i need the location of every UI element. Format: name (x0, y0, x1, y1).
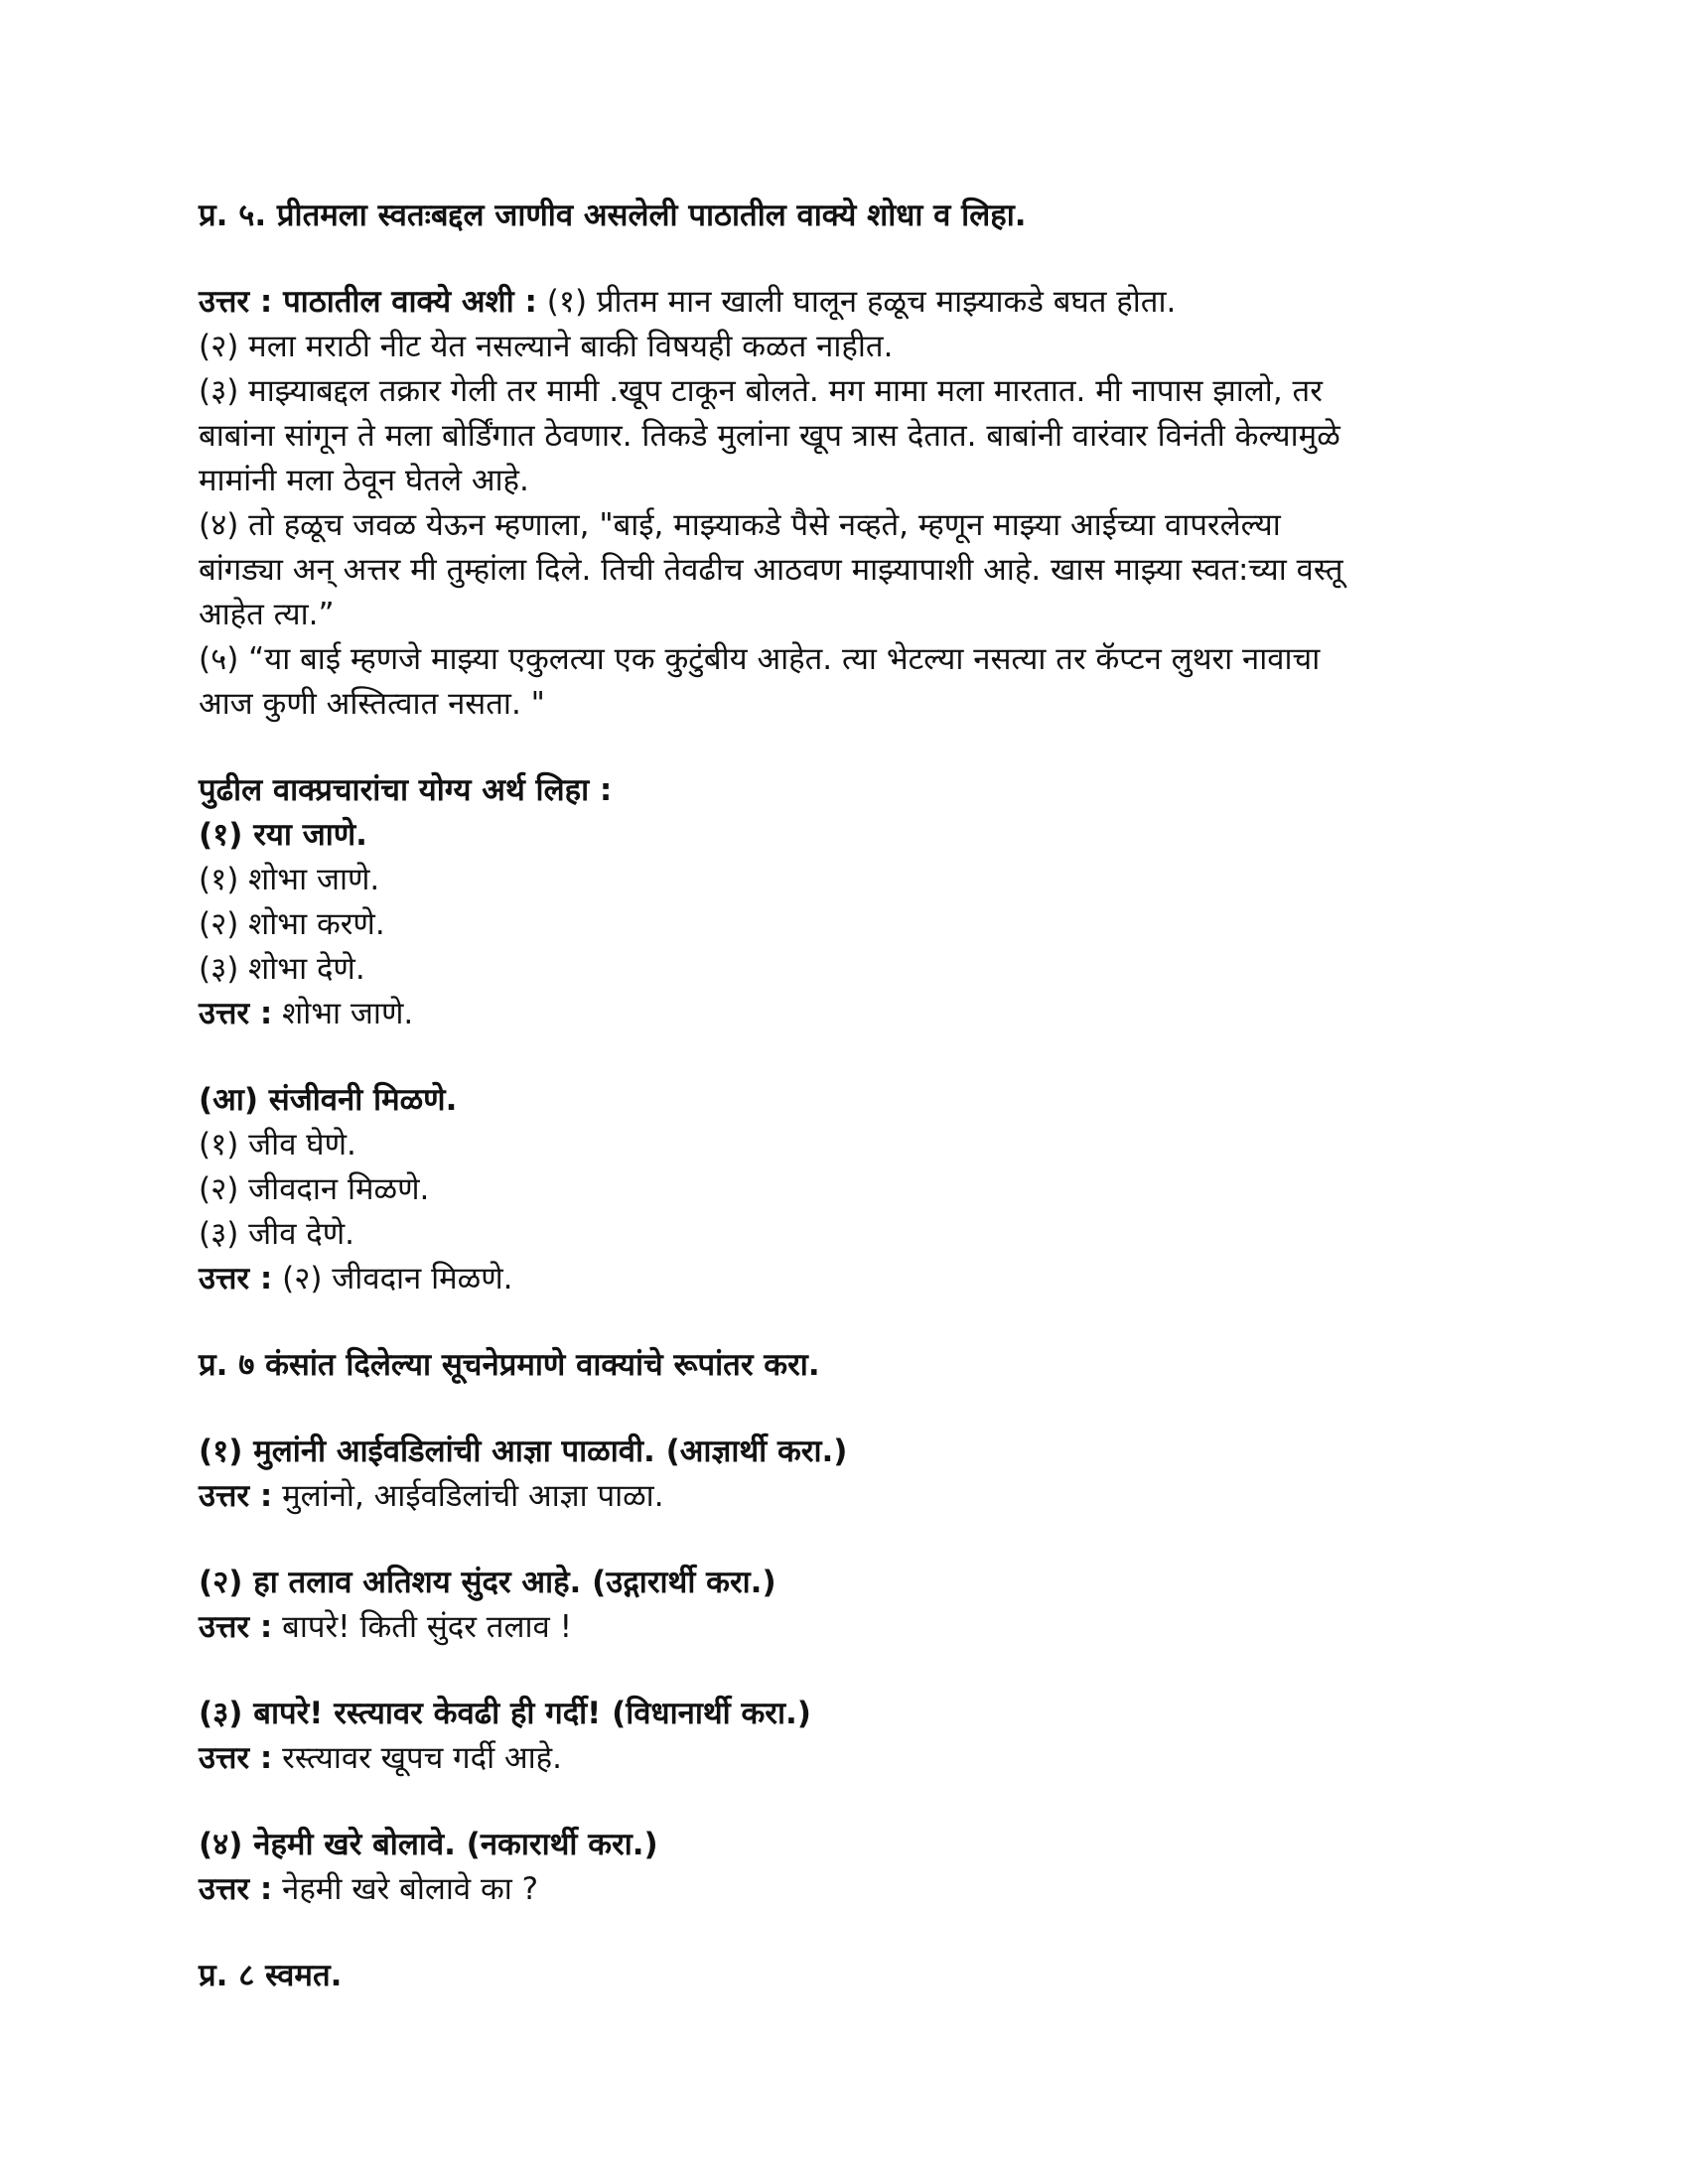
q7-item-4-answer (199, 1867, 1509, 1912)
q5-sentence-3c: मामांनी मला ठेवून घेतले आहे. (199, 463, 529, 498)
question-8-title: प्र. ८ स्वमत. (199, 1958, 343, 1993)
q6b-answer (199, 1257, 1509, 1301)
q6a-option-2: (२) शोभा करणे. (199, 906, 385, 942)
q5-sentence-5a: (५) “या बाई म्हणजे माझ्या एकुलत्या एक कुटुंबीय आहेत. त्या भेटल्या नसत्या तर कॅप्टन लुथरा नावाचा (199, 641, 1321, 677)
q7-item-1-answer (199, 1474, 1509, 1519)
q7-item-2-question: (२) हा तलाव अतिशय सुंदर आहे. (उद्गारार्थी करा.) (199, 1565, 776, 1600)
q5-sentence-3a: (३) माझ्याबद्दल तक्रार गेली तर मामी .खूप टाकून बोलते. मग मामा मला मारतात. मी नापास झालो, तर (199, 373, 1323, 409)
q6b-option-2: (२) जीवदान मिळणे. (199, 1171, 430, 1207)
q6a-answer-text: शोभा जाणे. (282, 996, 414, 1031)
q6a-answer (199, 992, 1509, 1036)
q5-sentence-4b: बांगड्या अन् अत्तर मी तुम्हांला दिले. तिची तेवढीच आठवण माझ्यापाशी आहे. खास माझ्या स्वत:च्या वस्तू (199, 552, 1343, 588)
q5-sentence-1: (१) प्रीतम मान खाली घालून हळूच माझ्याकडे बघत होता. (546, 284, 1177, 320)
question-6-title: पुढील वाक्प्रचारांचा योग्य अर्थ लिहा : (199, 772, 613, 808)
q6a-option-1: (१) शोभा जाणे. (199, 862, 380, 897)
q7-item-4-question: (४) नेहमी खरे बोलावे. (नकारार्थी करा.) (199, 1827, 658, 1862)
q7-item-1-question: (१) मुलांनी आईवडिलांची आज्ञा पाळावी. (आज्ञार्थी करा.) (199, 1433, 848, 1469)
q5-sentence-3b: बाबांना सांगून ते मला बोर्डिंगात ठेवणार. तिकडे मुलांना खूप त्रास देतात. बाबांनी वारंवार विनंती केल्यामुळे (199, 418, 1340, 454)
question-7-title: प्र. ७ कंसांत दिलेल्या सूचनेप्रमाणे वाक्यांचे रूपांतर करा. (199, 1347, 820, 1383)
q5-sentence-5b: आज कुणी अस्तित्वात नसता. " (199, 686, 545, 722)
q6a-heading: (१) रया जाणे. (199, 817, 367, 853)
document-page (199, 194, 1509, 1998)
q7-item-2-answer-label: उत्तर : (199, 1609, 273, 1645)
q5-answer-line-1 (199, 280, 1509, 325)
q6a-answer-label: उत्तर : (199, 996, 273, 1031)
q7-item-4-answer-text: नेहमी खरे बोलावे का ? (282, 1871, 539, 1907)
q6b-answer-label: उत्तर : (199, 1261, 273, 1297)
q5-sentence-4c: आहेत त्या.” (199, 597, 335, 632)
q6b-option-1: (१) जीव घेणे. (199, 1127, 356, 1162)
q7-item-3-answer (199, 1736, 1509, 1781)
q7-item-3-answer-text: रस्त्यावर खूपच गर्दी आहे. (282, 1740, 562, 1776)
q7-item-3-question: (३) बापरे! रस्त्यावर केवढी ही गर्दी! (विधानार्थी करा.) (199, 1696, 811, 1731)
q6b-heading: (आ) संजीवनी मिळणे. (199, 1082, 458, 1118)
q5-sentence-2: (२) मला मराठी नीट येत नसल्याने बाकी विषयही कळत नाहीत. (199, 329, 894, 364)
q7-item-4-answer-label: उत्तर : (199, 1871, 273, 1907)
q7-item-1-answer-label: उत्तर : (199, 1478, 273, 1514)
q5-sentence-4a: (४) तो हळूच जवळ येऊन म्हणाला, "बाई, माझ्याकडे पैसे नव्हते, म्हणून माझ्या आईच्या वापरलेल्या (199, 507, 1281, 543)
q7-item-2-answer (199, 1605, 1509, 1650)
q7-item-3-answer-label: उत्तर : (199, 1740, 273, 1776)
question-5-title: प्र. ५. प्रीतमला स्वतःबद्दल जाणीव असलेली पाठातील वाक्ये शोधा व लिहा. (199, 198, 1027, 233)
q6a-option-3: (३) शोभा देणे. (199, 951, 365, 987)
q6b-answer-text: (२) जीवदान मिळणे. (282, 1261, 513, 1297)
q5-answer-label: उत्तर : पाठातील वाक्ये अशी : (199, 284, 537, 320)
q7-item-1-answer-text: मुलांनो, आईवडिलांची आज्ञा पाळा. (282, 1478, 664, 1514)
q7-item-2-answer-text: बापरे! किती सुंदर तलाव ! (282, 1609, 573, 1645)
q6b-option-3: (३) जीव देणे. (199, 1216, 355, 1252)
